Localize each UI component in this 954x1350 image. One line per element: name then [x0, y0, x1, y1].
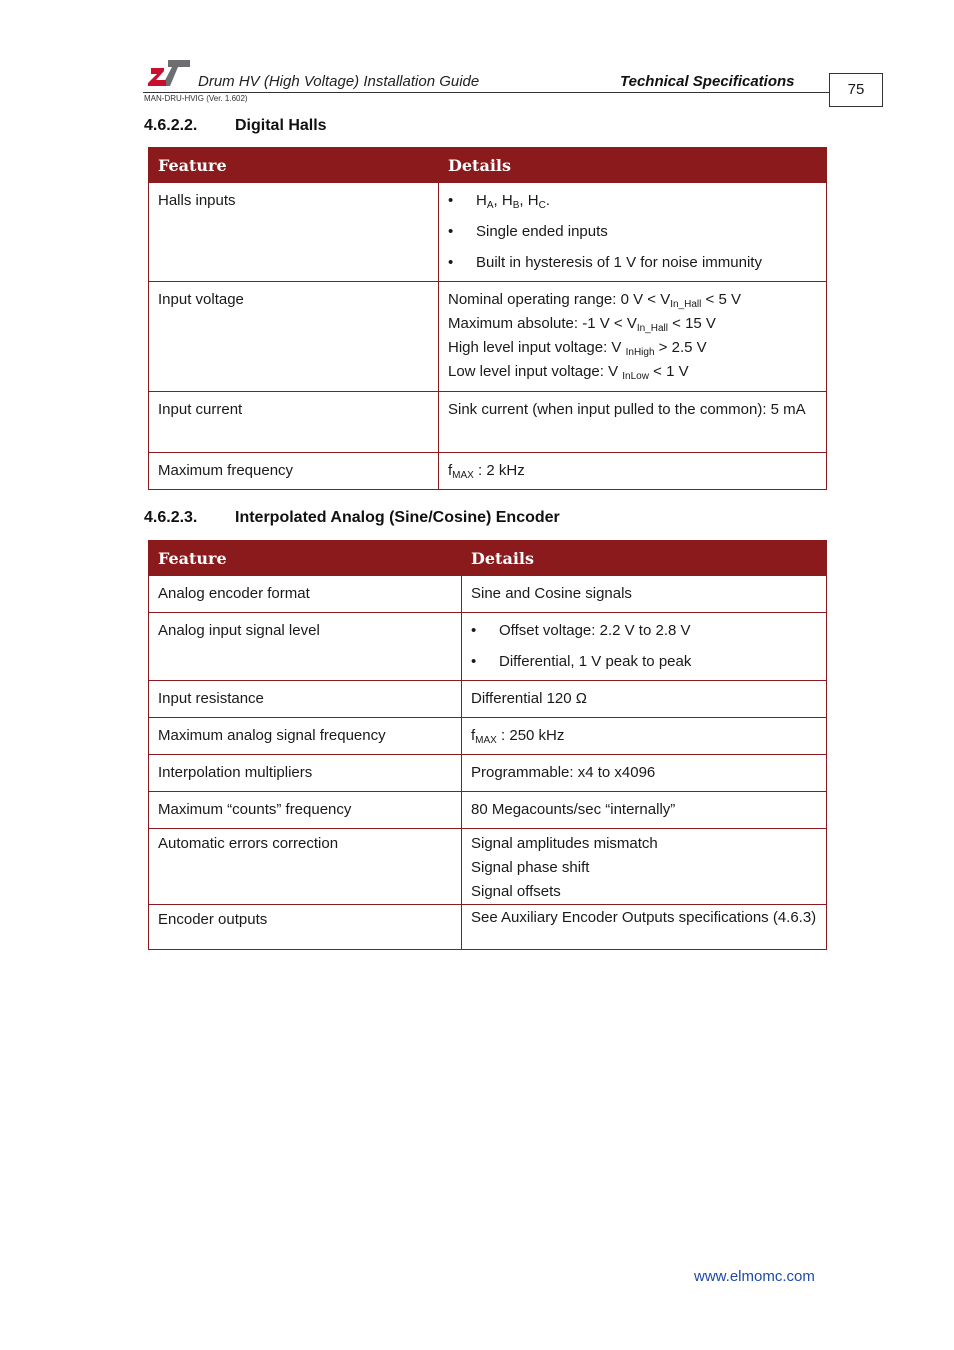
table-row: [149, 905, 827, 950]
text-line: Signal offsets: [471, 883, 561, 900]
document-id: MAN-DRU-HVIG (Ver. 1.602): [144, 94, 248, 103]
page-number: 75: [829, 73, 883, 107]
list-item: • Offset voltage: 2.2 V to 2.8 V: [499, 619, 817, 643]
details-cell: Sink current (when input pulled to the common): 5 mA: [439, 392, 827, 453]
section-title: Interpolated Analog (Sine/Cosine) Encoder: [235, 509, 560, 526]
feature-cell: Input resistance: [149, 681, 462, 718]
details-cell: [439, 183, 827, 282]
footer-website-link[interactable]: www.elmomc.com: [694, 1268, 815, 1285]
text-line: Low level input voltage: V $_{InLow}$ < 1 V: [448, 363, 689, 382]
text-line: Nominal operating range: 0 $V < V_{In\_Hall} < 5$ V: [448, 291, 741, 310]
header-divider: [143, 92, 829, 93]
column-header-details: Details: [462, 541, 827, 576]
text-line: Maximum absolute: -1 $V < V_{In\_Hall} < 15$ V: [448, 315, 716, 334]
feature-cell: Encoder outputs: [149, 905, 462, 950]
feature-cell: Halls inputs: [149, 183, 439, 282]
feature-cell: Input voltage: [149, 282, 439, 392]
section-heading-digital-halls: [144, 117, 327, 135]
feature-cell: Analog encoder format: [149, 576, 462, 613]
bullet-list: [471, 619, 817, 674]
column-header-details: Details: [439, 148, 827, 183]
table-row: [149, 681, 827, 718]
details-cell: $f_{MAX}$ : 2 kHz: [439, 453, 827, 490]
table-row: [149, 613, 827, 681]
feature-cell: Interpolation multipliers: [149, 755, 462, 792]
table-row: [149, 453, 827, 490]
details-cell: Differential 120 Ω: [462, 681, 827, 718]
text-line: High level input voltage: V $_{InHigh}$ > 2.5 V: [448, 339, 707, 358]
table-row: [149, 718, 827, 755]
column-header-feature: Feature: [149, 148, 439, 183]
details-cell: Sine and Cosine signals: [462, 576, 827, 613]
feature-cell: Maximum frequency: [149, 453, 439, 490]
details-cell: [462, 829, 827, 905]
feature-cell: Input current: [149, 392, 439, 453]
feature-cell: Maximum analog signal frequency: [149, 718, 462, 755]
section-number: 4.6.2.3.: [144, 509, 198, 526]
elmo-logo-icon: [148, 58, 190, 88]
details-cell: $f_{MAX}$ : 250 kHz: [462, 718, 827, 755]
feature-cell: Analog input signal level: [149, 613, 462, 681]
table-header-row: [149, 148, 827, 183]
table-row: [149, 392, 827, 453]
table-row: [149, 282, 827, 392]
text-line: Signal amplitudes mismatch: [471, 835, 658, 852]
table-header-row: [149, 541, 827, 576]
details-cell: [439, 282, 827, 392]
analog-encoder-table: [148, 540, 827, 950]
feature-cell: Automatic errors correction: [149, 829, 462, 905]
chapter-title: Technical Specifications: [620, 73, 795, 90]
section-heading-analog-encoder: [144, 509, 560, 527]
list-item: • Built in hysteresis of 1 V for noise immunity: [476, 251, 817, 275]
text-line: Signal phase shift: [471, 859, 590, 876]
table-row: [149, 576, 827, 613]
list-item: • Differential, 1 V peak to peak: [499, 650, 817, 674]
column-header-feature: Feature: [149, 541, 462, 576]
list-item: • Single ended inputs: [476, 220, 817, 244]
details-cell: 80 Megacounts/sec “internally”: [462, 792, 827, 829]
document-title: Drum HV (High Voltage) Installation Guide: [198, 73, 480, 90]
details-cell: Programmable: x4 to x4096: [462, 755, 827, 792]
digital-halls-table: [148, 147, 827, 490]
section-number: 4.6.2.2.: [144, 117, 198, 134]
table-row: [149, 829, 827, 905]
details-cell: [462, 613, 827, 681]
table-row: [149, 755, 827, 792]
feature-cell: Maximum “counts” frequency: [149, 792, 462, 829]
list-item: • $H_A$, $H_B$, $H_C$.: [476, 189, 817, 213]
details-cell: See Auxiliary Encoder Outputs specifications (4.6.3): [462, 905, 827, 950]
table-row: [149, 183, 827, 282]
bullet-list: [448, 189, 817, 275]
section-title: Digital Halls: [235, 117, 327, 134]
table-row: [149, 792, 827, 829]
